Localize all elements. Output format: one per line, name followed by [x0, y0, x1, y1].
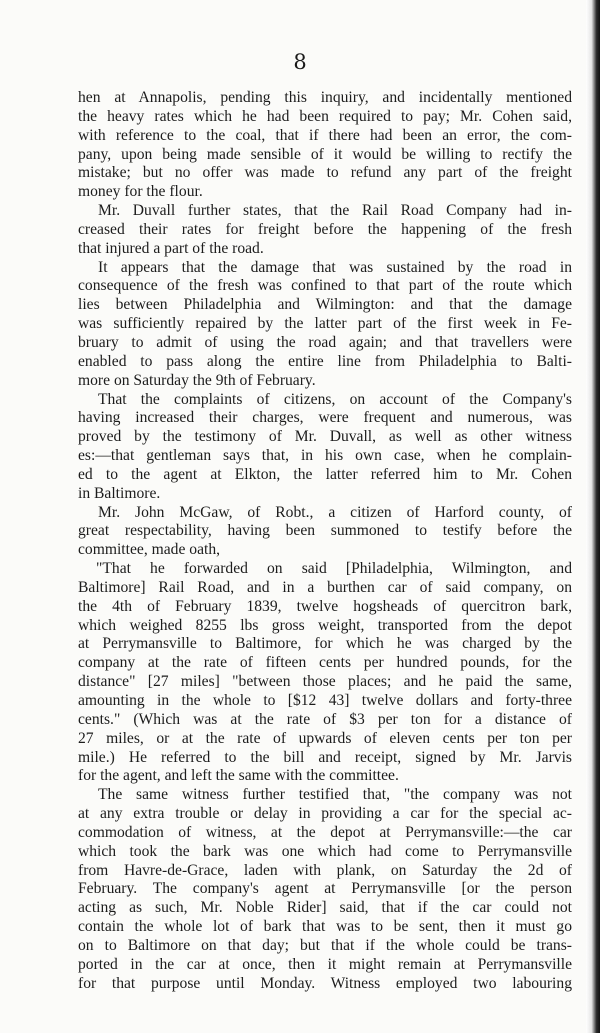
text-line: for that purpose until Monday. Witness employed two labouring: [78, 974, 572, 992]
text-line: that injured a part of the road.: [78, 239, 264, 257]
text-line: which weighed 8255 lbs gross weight, transported from the depot: [78, 616, 572, 634]
text-line: more on Saturday the 9th of February.: [78, 371, 316, 389]
text-line: acting as such, Mr. Noble Rider] said, that if the car could not: [78, 899, 572, 917]
text-line: from Havre-de-Grace, laden with plank, on Saturday the 2d of: [78, 861, 572, 879]
text-line: having increased their charges, were frequent and numerous, was: [78, 409, 572, 427]
text-line: company at the rate of fifteen cents per hundred pounds, for the: [78, 654, 572, 672]
text-line: hen at Annapolis, pending this inquiry, and incidentally mentioned: [78, 89, 572, 106]
text-line: "That he forwarded on said [Philadelphia, Wilmington, and: [96, 560, 572, 578]
text-line: was sufficiently repaired by the latter part of the first week in Fe-: [78, 315, 572, 333]
text-line: mistake; but no offer was made to refund any part of the freight: [78, 164, 572, 182]
text-line: proved by the testimony of Mr. Duvall, as well as other witness: [78, 428, 572, 446]
text-line: money for the flour.: [78, 183, 203, 201]
text-line: great respectability, having been summoned to testify before the: [78, 522, 572, 540]
text-line: enabled to pass along the entire line from Philadelphia to Balti-: [78, 352, 572, 370]
page-edge-shadow: [586, 0, 600, 1033]
text-line: lies between Philadelphia and Wilmington: and that the damage: [78, 296, 572, 314]
text-line: committee, made oath,: [78, 541, 221, 559]
text-line: at Perrymansville to Baltimore, for which he was charged by the: [78, 635, 572, 653]
text-line: commodation of witness, at the depot at Perrymansville:—the car: [78, 823, 572, 841]
text-line: cents." (Which was at the rate of $3 per ton for a distance of: [78, 710, 572, 728]
text-line: consequence of the fresh was confined to that part of the route which: [78, 277, 572, 295]
text-line: Mr. John McGaw, of Robt., a citizen of Harford county, of: [98, 503, 572, 521]
text-line: 27 miles, or at the rate of upwards of eleven cents per ton per: [78, 729, 572, 747]
text-line: contain the whole lot of bark that was to be sent, then it must go: [78, 918, 572, 936]
text-line: amounting in the whole to [$12 43] twelve dollars and forty-three: [78, 692, 572, 709]
text-line: the 4th of February 1839, twelve hogsheads of quercitron bark,: [78, 597, 572, 615]
text-line: Baltimore] Rail Road, and in a burthen car of said company, on: [78, 578, 572, 596]
text-line: It appears that the damage that was sustained by the road in: [98, 258, 572, 276]
text-line: which took the bark was one which had come to Perrymansville: [78, 842, 572, 860]
page-number: 8: [293, 50, 307, 74]
text-line: bruary to admit of using the road again; and that travellers were: [78, 333, 572, 351]
text-line: distance" [27 miles] "between those places; and he paid the same,: [78, 673, 572, 691]
text-line: with reference to the coal, that if there had been an error, the com-: [78, 126, 572, 144]
body-text: [78, 89, 572, 994]
text-line: February. The company's agent at Perrymansville [or the person: [78, 880, 572, 898]
text-line: pany, upon being made sensible of it would be willing to rectify the: [78, 145, 572, 163]
text-line: es:—that gentleman says that, in his own case, when he complain-: [78, 447, 572, 465]
text-line: That the complaints of citizens, on account of the Company's: [98, 390, 572, 408]
text-line: the heavy rates which he had been required to pay; Mr. Cohen said,: [78, 107, 572, 125]
text-line: at any extra trouble or delay in providing a car for the special ac-: [78, 805, 572, 823]
text-line: mile.) He referred to the bill and receipt, signed by Mr. Jarvis: [78, 748, 572, 766]
text-line: ported in the car at once, then it might remain at Perrymansville: [78, 955, 572, 973]
text-line: ed to the agent at Elkton, the latter referred him to Mr. Cohen: [78, 465, 572, 483]
text-line: in Baltimore.: [78, 484, 161, 502]
text-line: on to Baltimore on that day; but that if the whole could be trans-: [78, 936, 572, 954]
text-line: The same witness further testified that, "the company was not: [98, 786, 572, 804]
text-line: Mr. Duvall further states, that the Rail Road Company had in-: [98, 202, 572, 220]
text-line: for the agent, and left the same with the committee.: [78, 767, 399, 785]
text-line: creased their rates for freight before the happening of the fresh: [78, 220, 572, 238]
